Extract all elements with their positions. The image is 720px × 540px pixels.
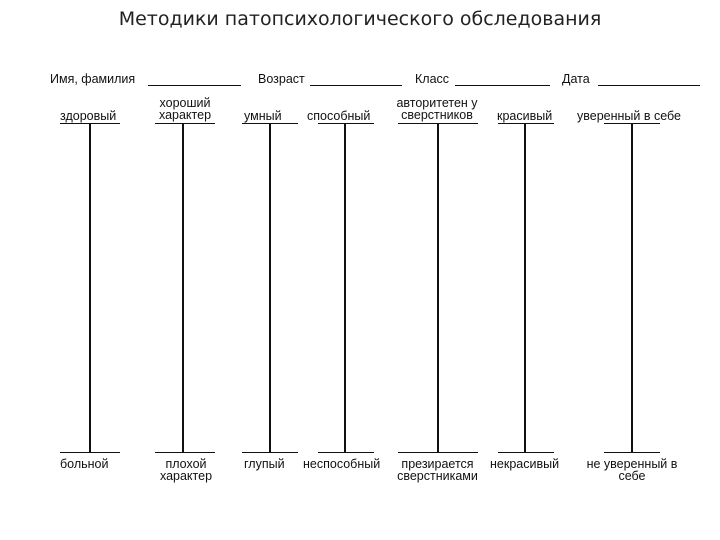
scale-bottom-bar [318, 452, 374, 453]
scale-top-label: умный [244, 109, 282, 123]
scale-line[interactable] [344, 123, 346, 453]
scale-top-label: хороший характер [158, 96, 212, 122]
class-field-line[interactable] [455, 85, 550, 86]
scale-top-label: авторитетен у сверстников [396, 96, 478, 122]
date-field-line[interactable] [598, 85, 700, 86]
scale-line[interactable] [182, 123, 184, 453]
name-label: Имя, фамилия [50, 72, 136, 86]
scale-line[interactable] [89, 123, 91, 453]
page-title: Методики патопсихологического обследования [118, 8, 602, 30]
age-label: Возраст [258, 72, 305, 86]
scale-bottom-bar [60, 452, 120, 453]
scale-bottom-label: плохой характер [159, 457, 213, 483]
scale-top-label: красивый [497, 109, 553, 123]
scale-top-label: здоровый [60, 109, 117, 123]
name-field-line[interactable] [148, 85, 241, 86]
scale-bottom-bar [242, 452, 298, 453]
scale-line[interactable] [631, 123, 633, 453]
scale-top-label: уверенный в себе [577, 109, 681, 123]
scale-line[interactable] [437, 123, 439, 453]
scale-bottom-label: презирается сверстниками [397, 457, 478, 483]
scale-top-label: способный [307, 109, 371, 123]
scale-bottom-label: больной [60, 457, 109, 471]
date-label: Дата [562, 72, 590, 86]
class-label: Класс [415, 72, 450, 86]
scale-line[interactable] [269, 123, 271, 453]
scale-bottom-label: неспособный [303, 457, 381, 471]
scale-top-bar [318, 123, 374, 124]
scale-bottom-bar [155, 452, 215, 453]
scale-bottom-bar [398, 452, 478, 453]
scale-bottom-label: глупый [244, 457, 285, 471]
scale-bottom-bar [498, 452, 554, 453]
scale-line[interactable] [524, 123, 526, 453]
scale-top-bar [498, 123, 554, 124]
scale-bottom-label: некрасивый [490, 457, 560, 471]
scale-bottom-bar [604, 452, 660, 453]
age-field-line[interactable] [310, 85, 402, 86]
scale-bottom-label: не уверенный в себе [586, 457, 678, 483]
scale-top-bar [155, 123, 215, 124]
